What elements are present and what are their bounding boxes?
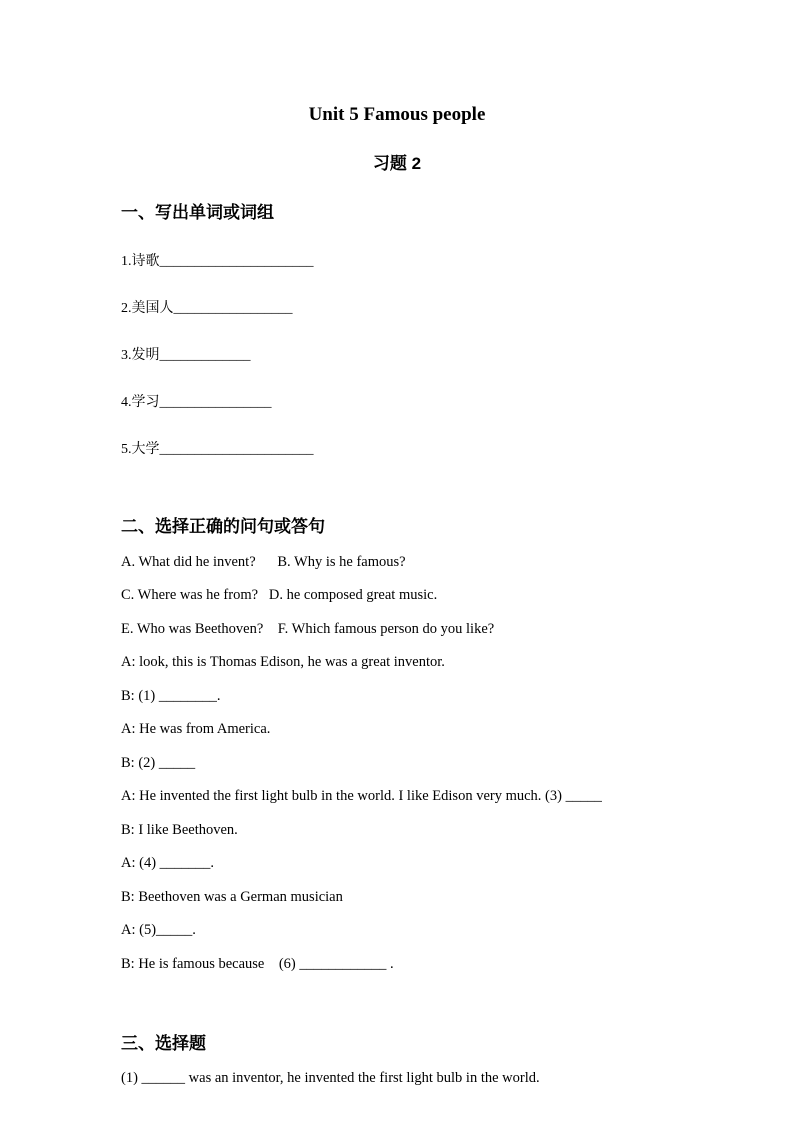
- dialog-line: B: (2) _____: [121, 754, 196, 771]
- dialog-line: B: (1) ________.: [121, 687, 221, 704]
- doc-title: Unit 5 Famous people: [308, 104, 486, 125]
- fill-blank-line: 2.美国人_________________: [121, 301, 293, 316]
- dialog-line: B: Beethoven was a German musician: [121, 888, 343, 905]
- section-write-words: [121, 198, 693, 458]
- option-line: E. Who was Beethoven? F. Which famous person do you like?: [121, 620, 495, 637]
- dialog-line: A: (4) _______.: [121, 855, 215, 871]
- dialog-line: A: (5)_____.: [121, 922, 196, 938]
- section-choose-sentences: [121, 512, 693, 973]
- section1-heading: 一、写出单词或词组: [121, 203, 274, 222]
- dialog-line: A: look, this is Thomas Edison, he was a great inventor.: [121, 654, 445, 670]
- fill-blank-line: 4.学习________________: [121, 395, 272, 410]
- fill-blank-line: 3.发明_____________: [121, 348, 251, 363]
- section3-heading: 三、选择题: [121, 1033, 206, 1053]
- option-line: C. Where was he from? D. he composed great music.: [121, 587, 438, 603]
- section2-heading: 二、选择正确的问句或答句: [121, 517, 325, 536]
- question-line: (1) ______ was an inventor, he invented the first light bulb in the world.: [121, 1070, 540, 1086]
- section-multiple-choice: [121, 1029, 693, 1088]
- dialog-line: A: He invented the first light bulb in the world. I like Edison very much. (3) _____: [121, 788, 602, 804]
- option-line: A. What did he invent? B. Why is he famous?: [121, 553, 406, 570]
- doc-subtitle: 习题 2: [372, 154, 422, 173]
- fill-blank-line: 1.诗歌______________________: [121, 254, 314, 269]
- dialog-line: A: He was from America.: [121, 721, 271, 737]
- fill-blank-line: 5.大学______________________: [121, 442, 314, 457]
- dialog-line: B: He is famous because (6) ____________ .: [121, 955, 394, 972]
- dialog-line: B: I like Beethoven.: [121, 821, 238, 838]
